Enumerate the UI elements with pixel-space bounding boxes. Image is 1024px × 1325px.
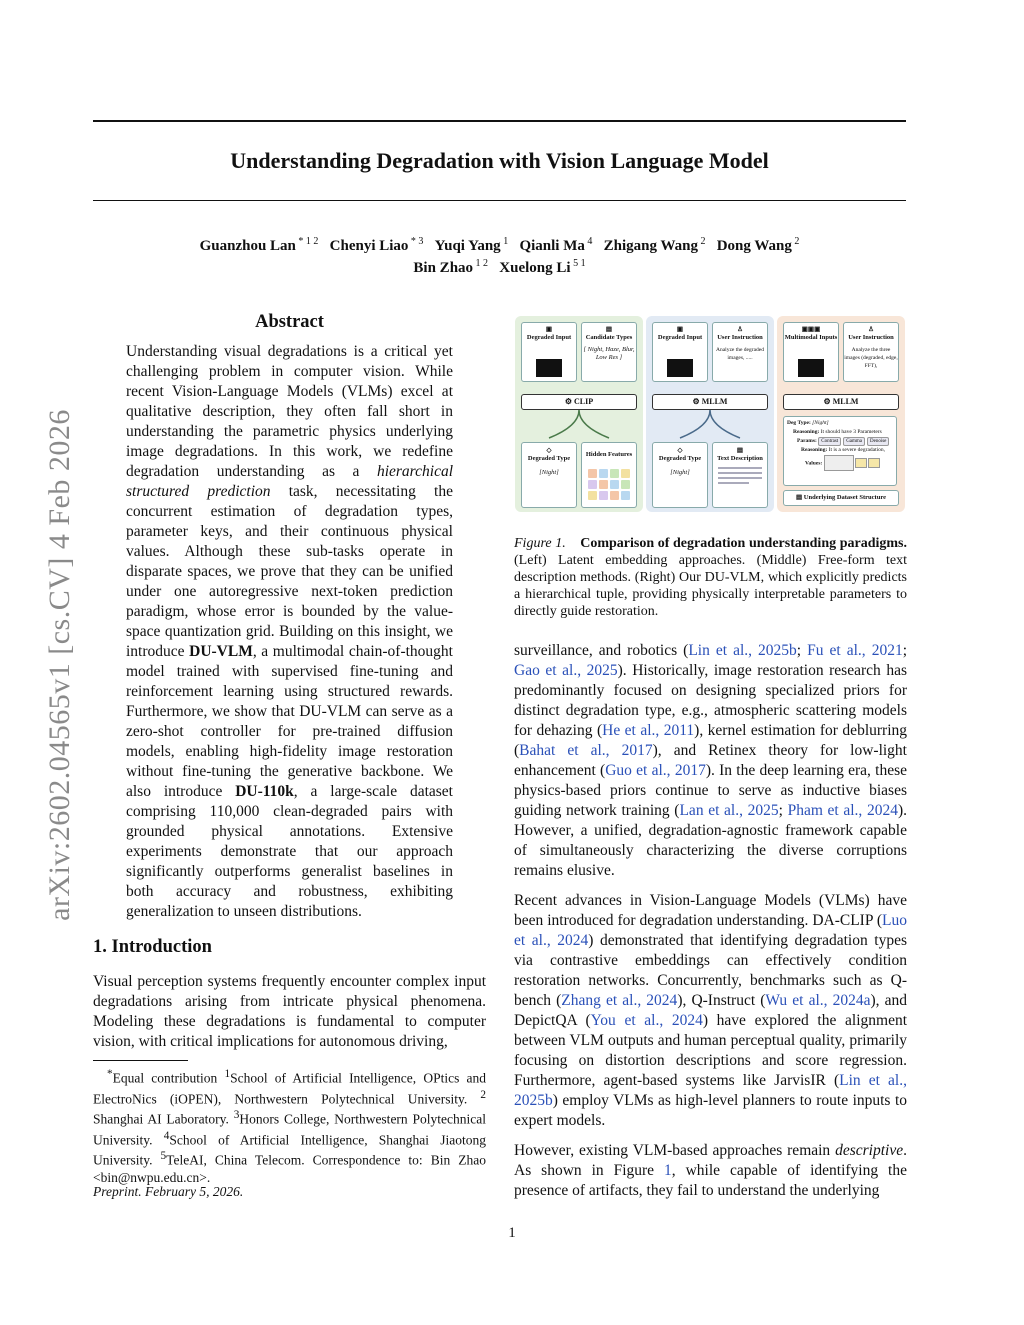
paper-title: Understanding Degradation with Vision Language Model	[230, 148, 769, 173]
emphasis: descriptive	[835, 1142, 904, 1159]
panel-latent-embedding	[515, 316, 643, 512]
model-name-bold: DU-VLM	[189, 643, 253, 660]
author-name: Qianli Ma	[519, 238, 585, 254]
caption-title: Comparison of degradation understanding paradigms.	[580, 536, 908, 551]
panel-free-form-text	[646, 316, 774, 512]
arxiv-sidebar-stamp	[30, 380, 90, 950]
body-text: ), and DepictQA (	[514, 992, 908, 1029]
author-affiliation: 1 2	[473, 258, 489, 269]
text-description-box	[712, 442, 768, 508]
citation-link[interactable]: Lan et al., 2025	[679, 802, 779, 819]
user-instruction-box	[712, 322, 768, 382]
author-affiliation: * 1 2	[295, 236, 319, 247]
body-text: ;	[778, 802, 788, 819]
footnote-text: Honors College, Northwestern Polytechnical University.	[93, 1111, 487, 1147]
citation-link[interactable]: 1	[664, 1162, 672, 1179]
multimodal-inputs-label: Multimodal Inputs	[784, 334, 838, 341]
footnote-text: School of Artificial Intelligence, OPtics and ElectroNics (iOPEN), Northwestern Polytechnical University.	[93, 1070, 486, 1106]
value-grid	[824, 455, 854, 471]
body-text: surveillance, and robotics (	[514, 642, 689, 659]
params-row	[787, 437, 893, 446]
document-icon: ▤	[605, 326, 613, 333]
abstract-text-3: , a multimodal chain-of-thought model trained with supervised fine-tuning and reinforcement learning using structured rewards. Furthermore, we show that DU-VLM can serve as a zero-shot controller for pre-trained diffusion models, enabling high-fidelity image restoration without fine-tuning the generative backbone. We also introduce	[126, 643, 453, 800]
citation-link[interactable]: Gao et al., 2025	[514, 662, 618, 679]
document-icon: ▤	[736, 447, 744, 454]
candidate-types-box	[581, 322, 637, 382]
abstract-text-2: task, necessitating the concurrent estimation of degradation types, parameter keys, and their continuous physical values. Although these sub-tasks operate in disparate spaces, we prove that they can be unified under one autoregressive next-token prediction paradigm, whose error is bounded by the value-space quantization grid. Building on this insight, we introduce	[126, 483, 453, 660]
degraded-type-box	[652, 442, 708, 508]
degraded-type-box	[521, 442, 577, 508]
citation-link[interactable]: Zhang et al., 2024	[561, 992, 678, 1009]
body-text: ), kernel estimation for deblurring (	[514, 722, 908, 759]
dataset-structure-label: Underlying Dataset Structure	[803, 494, 886, 501]
body-text: Recent advances in Vision-Language Models (VLMs) have been introduced for degradation understanding. DA-CLIP (	[514, 892, 907, 929]
author-name: Xuelong Li	[499, 260, 571, 276]
body-text: ). However, a unified, degradation-agnostic framework capable of simultaneously characterizing the diverse corruptions remains elusive.	[514, 802, 907, 879]
author-name: Guanzhou Lan	[199, 238, 296, 254]
arxiv-identifier: arXiv:2602.04565v1 [cs.CV] 4 Feb 2026	[43, 409, 76, 921]
user-instruction-label: User Instruction	[717, 334, 763, 341]
author-affiliation: * 3	[408, 236, 424, 247]
footnote-star: *	[107, 1068, 113, 1080]
author-name: Zhigang Wang	[603, 238, 698, 254]
body-text: ;	[902, 642, 908, 659]
author-affiliation: 4	[584, 236, 593, 247]
text-description-label: Text Description	[717, 455, 763, 462]
degraded-input-label: Degraded Input	[526, 334, 572, 341]
user-instruction-box	[843, 322, 899, 382]
clip-model-bar: ⚙ CLIP	[521, 394, 637, 410]
footnote-text: Equal contribution	[112, 1070, 225, 1086]
degraded-input-label: Degraded Input	[657, 334, 703, 341]
clip-label: CLIP	[574, 397, 594, 406]
reasoning-text: It is a severe degradation,	[828, 447, 886, 453]
body-text: . As shown in Figure	[514, 1142, 907, 1179]
body-text: ;	[796, 642, 808, 659]
branch-arrows	[646, 408, 774, 442]
footnote-sup: 1	[224, 1068, 231, 1080]
section-heading-introduction: 1. Introduction	[93, 937, 212, 957]
body-text: ) employ VLMs as high-level planners to route inputs to expert models.	[514, 1092, 907, 1129]
branch-arrows	[515, 408, 643, 442]
footnote-text: TeleAI, China Telecom. Correspondence to: Bin Zhao <bin@nwpu.edu.cn>.	[93, 1152, 486, 1185]
night-image-thumbnail	[798, 359, 824, 377]
citation-link[interactable]: Fu et al., 2021	[807, 642, 903, 659]
author-name: Dong Wang	[716, 238, 792, 254]
instruction-text: Analyze the three images (degraded, edge, FFT),	[844, 347, 898, 369]
paragraph-limitations	[514, 1141, 907, 1201]
author-affiliation: 2	[791, 236, 800, 247]
citation-link[interactable]: Lin et al., 2025b	[514, 1072, 907, 1109]
instruction-text: Analyze the degraded images, .....	[716, 347, 764, 361]
params-label: Params:	[797, 438, 817, 444]
reasoning-label: Reasoning:	[801, 447, 828, 453]
abstract-text-1: Understanding visual degradations is a critical yet challenging problem in computer vision. While recent Vision-Language Models (VLMs) excel at qualitative description, they often fall short in understanding the parametric physics underlying image degradations. In this work, we redefine degradation understanding as a	[126, 343, 453, 480]
footnote-sup: 4	[163, 1129, 170, 1142]
title-top-rule	[93, 120, 906, 122]
feature-grid	[588, 469, 630, 500]
paragraph-vlm-advances	[514, 891, 907, 1131]
right-column-body	[514, 641, 907, 1201]
abstract-emphasis: hierarchical structured prediction	[126, 463, 453, 500]
hidden-features-label: Hidden Features	[585, 451, 633, 458]
page-number: 1	[508, 1225, 516, 1241]
param-chip: Contrast	[818, 437, 841, 446]
param-chip: Gamma	[843, 437, 865, 446]
user-instruction-label: User Instruction	[848, 334, 894, 341]
degraded-input-box	[521, 322, 577, 382]
figure-1	[515, 316, 905, 512]
citation-link[interactable]: Guo et al., 2017	[605, 762, 706, 779]
caption-label: Figure 1.	[514, 536, 566, 551]
citation-link[interactable]: He et al., 2011	[602, 722, 695, 739]
structured-output-box	[783, 416, 897, 486]
abstract-body	[126, 342, 453, 922]
dataset-structure-box: ▤ Underlying Dataset Structure	[783, 490, 899, 506]
intro-text: Visual perception systems frequently encounter complex input degradations arising from intricate physical phenomena. Modeling these degradations is fundamental to computer vision, with critical implications for autonomous driving,	[93, 973, 486, 1050]
paragraph-related-work	[514, 641, 907, 881]
author-list-line-1	[93, 236, 906, 255]
candidate-types-label: Candidate Types	[585, 334, 633, 341]
footnote-sup: 3	[233, 1109, 240, 1121]
author-name: Yuqi Yang	[434, 238, 501, 254]
mllm-label: MLLM	[832, 397, 859, 406]
deg-type-value: [Night]	[812, 420, 829, 426]
body-text: ) have explored the alignment between VLM outputs and human perceptual quality, primarily focusing on distortion descriptions and score regression. Furthermore, agent-based systems like JarvisIR (	[514, 1012, 907, 1089]
value-chip	[868, 458, 880, 468]
footnote	[93, 1066, 486, 1186]
reasoning-label: Reasoning:	[793, 429, 820, 435]
user-icon: ♙	[737, 326, 743, 333]
author-name: Chenyi Liao	[329, 238, 409, 254]
abstract-text-4: , a large-scale dataset comprising 110,000 clean-degraded pairs with grounded physical annotations. Extensive experiments demonstrate that our approach significantly outperforms generalist baselines in both accuracy and robustness, exhibiting generalization to unseen distributions.	[126, 783, 453, 920]
image-icon: ▣	[676, 326, 684, 333]
body-text: However, existing VLM-based approaches remain	[514, 1142, 836, 1159]
night-tag: [Night]	[670, 469, 690, 476]
mllm-label: MLLM	[701, 397, 728, 406]
author-affiliation: 2	[697, 236, 706, 247]
night-image-thumbnail	[536, 359, 562, 377]
values-label: Values:	[805, 460, 823, 467]
intro-paragraph	[93, 972, 486, 1052]
night-image-thumbnail	[667, 359, 693, 377]
tag-icon: ◇	[677, 447, 683, 454]
degraded-input-box	[652, 322, 708, 382]
dataset-name-bold: DU-110k	[235, 783, 294, 800]
author-affiliation: 5 1	[570, 258, 586, 269]
citation-link[interactable]: Luo et al., 2024	[514, 912, 907, 949]
body-text: ), Q-Instruct (	[677, 992, 766, 1009]
author-affiliation: 1	[500, 236, 509, 247]
body-text: , while capable of identifying the presence of artifacts, they fail to understand the underlying	[514, 1162, 907, 1199]
footnote-text: Shanghai AI Laboratory.	[93, 1111, 234, 1127]
degraded-type-label: Degraded Type	[527, 455, 571, 462]
mllm-model-bar: ⚙ MLLM	[652, 394, 768, 410]
preprint-date: Preprint. February 5, 2026.	[93, 1184, 244, 1199]
degraded-type-label: Degraded Type	[658, 455, 702, 462]
footnote-sup: 2	[480, 1088, 486, 1101]
author-name: Bin Zhao	[413, 260, 474, 276]
citation-link[interactable]: Wu et al., 2024a	[765, 992, 871, 1009]
citation-link[interactable]: Pham et al., 2024	[787, 802, 898, 819]
footnote-text: School of Artificial Intelligence, Shanghai Jiaotong University.	[93, 1132, 486, 1168]
panel-du-vlm	[777, 316, 905, 512]
night-tag: [Night]	[539, 469, 559, 476]
figure-1-caption	[514, 535, 907, 620]
body-text: ), and Retinex theory for low-light enhancement (	[514, 742, 907, 779]
abstract-heading: Abstract	[255, 312, 324, 332]
user-icon: ♙	[868, 326, 874, 333]
image-icon: ▣	[545, 326, 553, 333]
value-chip	[855, 458, 867, 468]
param-chip: Denoise	[867, 437, 889, 446]
mllm-model-bar: ⚙ MLLM	[783, 394, 899, 410]
author-list-line-2	[93, 258, 906, 277]
body-text: ). Historically, image restoration research has predominantly focused on designing specialized priors for distinct degradation type, e.g., atmospheric scattering models for dehazing (	[514, 662, 907, 739]
title-bottom-rule	[93, 200, 906, 201]
footnote-rule	[93, 1060, 188, 1061]
candidate-list: [ Night, Haze, Blur, Low Res ]	[583, 346, 635, 361]
deg-type-label: Deg Type:	[787, 420, 811, 426]
hidden-features-box	[581, 442, 637, 508]
image-stack-icon: ▣▣▣	[801, 326, 821, 333]
body-text: ). In the deep learning era, these physics-based priors continue to serve as inductive biases guiding network training (	[514, 762, 907, 819]
reasoning-text: It should have 3 Parameters	[820, 429, 882, 435]
tag-icon: ◇	[546, 447, 552, 454]
footnote-sup: 5	[160, 1150, 167, 1162]
description-lines	[718, 467, 762, 484]
citation-link[interactable]: You et al., 2024	[590, 1012, 703, 1029]
caption-text: (Left) Latent embedding approaches. (Middle) Free-form text description methods. (Right) Our DU-VLM, which explicitly predicts a hierarchical tuple, providing physically interpretable parameters to directly guide restoration.	[514, 553, 907, 619]
body-text: ) demonstrated that identifying degradation types via contrastive embeddings can effectively condition restoration networks. Concurrently, benchmarks such as Q-bench (	[514, 932, 908, 1009]
citation-link[interactable]: Bahat et al., 2017	[519, 742, 653, 759]
multimodal-inputs-box	[783, 322, 839, 382]
citation-link[interactable]: Lin et al., 2025b	[688, 642, 797, 659]
